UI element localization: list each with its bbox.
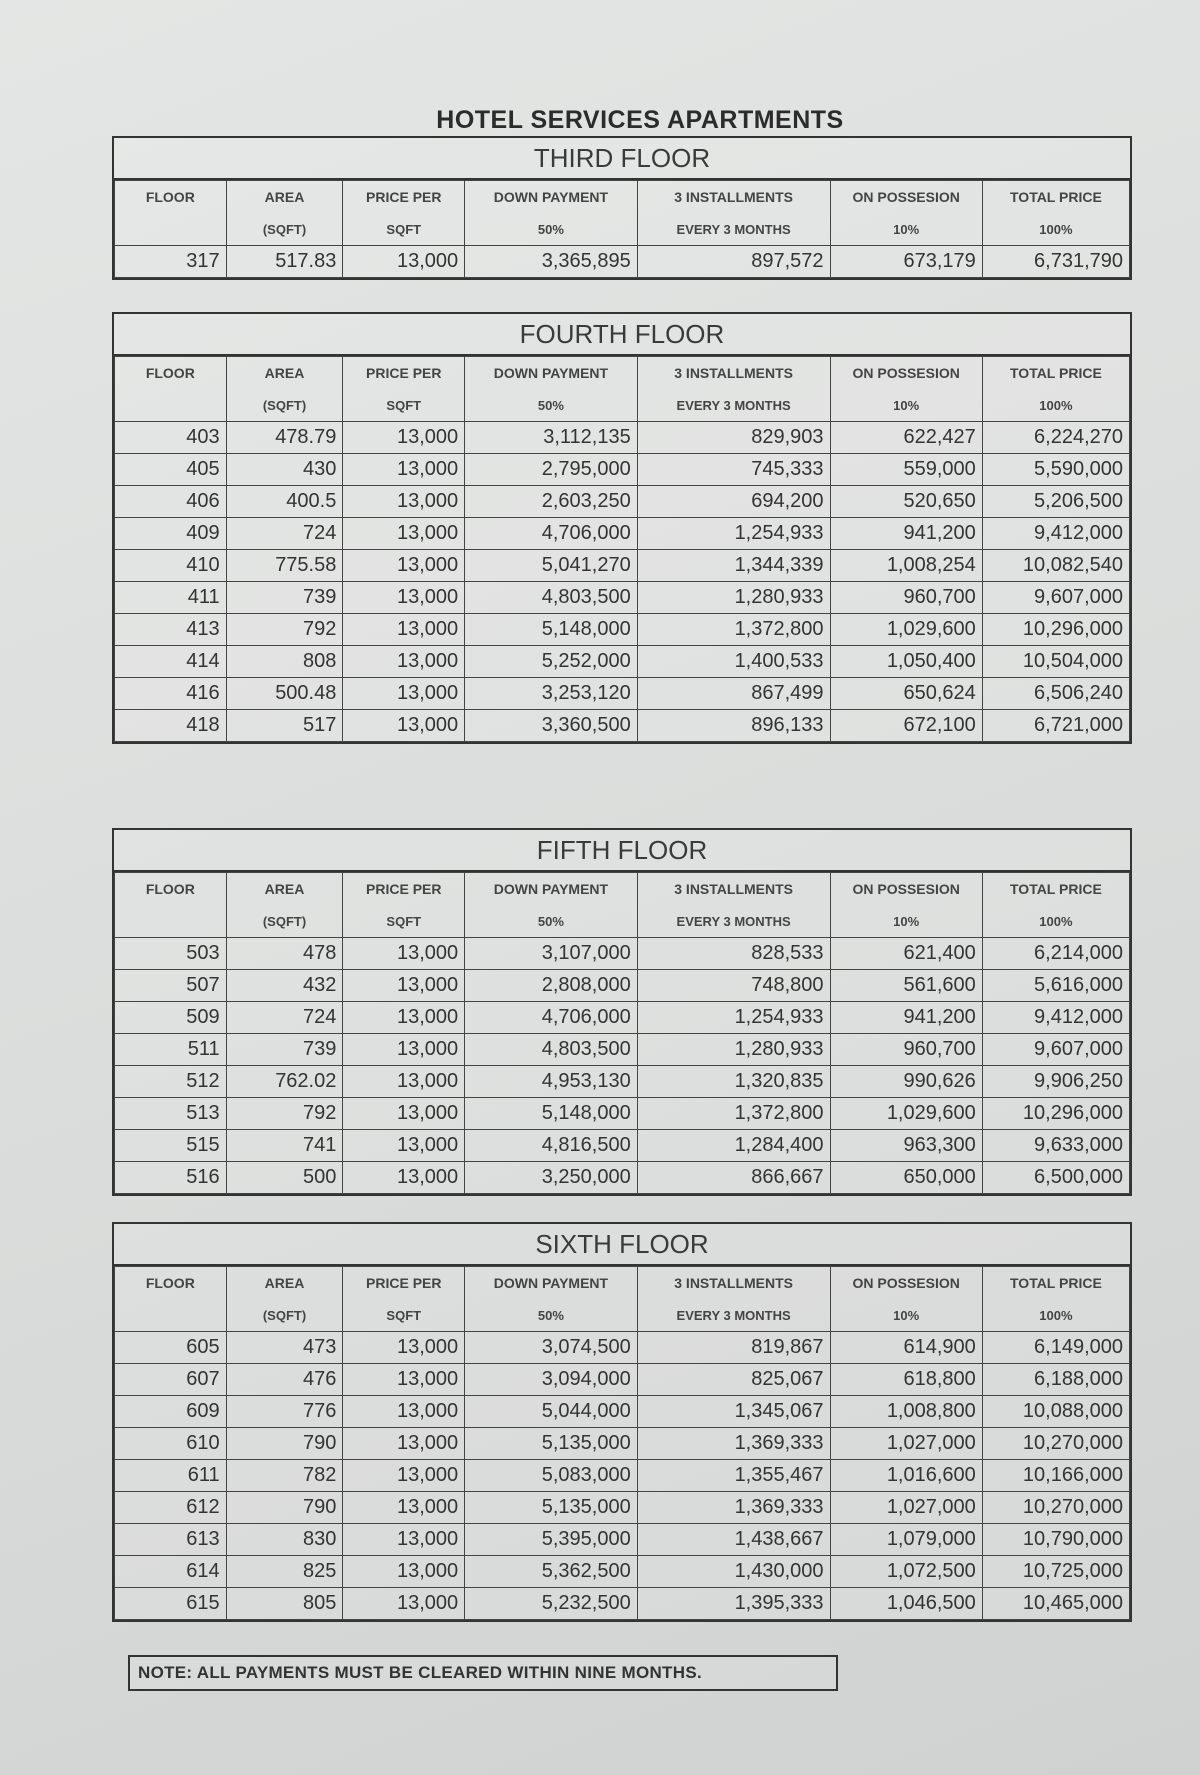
cell-installments: 1,438,667 [637,1524,830,1556]
subheader-price-per-sqft: SQFT [343,1299,465,1332]
cell-area: 808 [226,646,343,678]
cell-area: 517 [226,710,343,742]
cell-floor: 511 [115,1034,227,1066]
header-installments: 3 INSTALLMENTS [637,1267,830,1300]
cell-floor: 605 [115,1332,227,1364]
cell-floor: 613 [115,1524,227,1556]
cell-price-per-sqft: 13,000 [343,970,465,1002]
cell-installments: 866,667 [637,1162,830,1194]
cell-installments: 1,280,933 [637,1034,830,1066]
cell-floor: 516 [115,1162,227,1194]
cell-installments: 1,369,333 [637,1492,830,1524]
table-row [115,1066,1130,1098]
table-row [115,646,1130,678]
cell-installments: 1,284,400 [637,1130,830,1162]
cell-on-possesion: 1,050,400 [830,646,982,678]
cell-down-payment: 5,148,000 [465,614,638,646]
header-on-possesion: ON POSSESION [830,1267,982,1300]
cell-down-payment: 3,107,000 [465,938,638,970]
cell-on-possesion: 672,100 [830,710,982,742]
cell-price-per-sqft: 13,000 [343,582,465,614]
cell-price-per-sqft: 13,000 [343,246,465,278]
cell-floor: 413 [115,614,227,646]
cell-floor: 615 [115,1588,227,1620]
cell-price-per-sqft: 13,000 [343,1162,465,1194]
cell-total-price: 9,412,000 [982,1002,1129,1034]
cell-floor: 614 [115,1556,227,1588]
cell-area: 432 [226,970,343,1002]
header-area: AREA [226,357,343,390]
table-row [115,938,1130,970]
cell-price-per-sqft: 13,000 [343,454,465,486]
cell-price-per-sqft: 13,000 [343,938,465,970]
subheader-area: (SQFT) [226,213,343,246]
table-row [115,422,1130,454]
price-table [114,872,1130,1194]
cell-price-per-sqft: 13,000 [343,1332,465,1364]
cell-down-payment: 2,808,000 [465,970,638,1002]
cell-on-possesion: 1,079,000 [830,1524,982,1556]
cell-total-price: 5,206,500 [982,486,1129,518]
table-row [115,710,1130,742]
table-row [115,1428,1130,1460]
cell-price-per-sqft: 13,000 [343,1396,465,1428]
cell-floor: 317 [115,246,227,278]
document-title: HOTEL SERVICES APARTMENTS [436,106,844,134]
header-installments: 3 INSTALLMENTS [637,873,830,906]
cell-on-possesion: 1,008,254 [830,550,982,582]
header-on-possesion: ON POSSESION [830,357,982,390]
cell-area: 825 [226,1556,343,1588]
cell-total-price: 10,465,000 [982,1588,1129,1620]
cell-total-price: 6,506,240 [982,678,1129,710]
price-table [114,1266,1130,1620]
cell-floor: 509 [115,1002,227,1034]
cell-area: 478.79 [226,422,343,454]
cell-on-possesion: 941,200 [830,518,982,550]
table-row [115,1162,1130,1194]
cell-area: 792 [226,614,343,646]
cell-installments: 1,320,835 [637,1066,830,1098]
cell-floor: 410 [115,550,227,582]
cell-down-payment: 5,232,500 [465,1588,638,1620]
header-floor: FLOOR [115,1267,227,1300]
cell-area: 500 [226,1162,343,1194]
cell-floor: 416 [115,678,227,710]
table-row [115,1098,1130,1130]
subheader-blank [115,389,227,422]
table-row [115,1524,1130,1556]
header-installments: 3 INSTALLMENTS [637,357,830,390]
cell-on-possesion: 1,008,800 [830,1396,982,1428]
table-row [115,1588,1130,1620]
cell-down-payment: 3,112,135 [465,422,638,454]
cell-on-possesion: 673,179 [830,246,982,278]
subheader-on-possesion: 10% [830,389,982,422]
cell-price-per-sqft: 13,000 [343,486,465,518]
table-row [115,970,1130,1002]
table-row [115,678,1130,710]
cell-total-price: 10,088,000 [982,1396,1129,1428]
cell-installments: 1,372,800 [637,1098,830,1130]
header-on-possesion: ON POSSESION [830,181,982,214]
cell-on-possesion: 1,029,600 [830,614,982,646]
cell-down-payment: 4,803,500 [465,582,638,614]
cell-down-payment: 5,044,000 [465,1396,638,1428]
table-row [115,1556,1130,1588]
cell-floor: 513 [115,1098,227,1130]
cell-total-price: 10,725,000 [982,1556,1129,1588]
subheader-blank [115,1299,227,1332]
table-row [115,550,1130,582]
cell-price-per-sqft: 13,000 [343,1066,465,1098]
cell-on-possesion: 622,427 [830,422,982,454]
cell-on-possesion: 1,027,000 [830,1492,982,1524]
cell-installments: 1,345,067 [637,1396,830,1428]
cell-installments: 748,800 [637,970,830,1002]
cell-price-per-sqft: 13,000 [343,1524,465,1556]
cell-total-price: 9,906,250 [982,1066,1129,1098]
table-row [115,518,1130,550]
subheader-area: (SQFT) [226,905,343,938]
subheader-on-possesion: 10% [830,1299,982,1332]
cell-total-price: 6,731,790 [982,246,1129,278]
subheader-down-payment: 50% [465,1299,638,1332]
cell-total-price: 5,616,000 [982,970,1129,1002]
floor-title: FOURTH FLOOR [114,314,1130,356]
cell-area: 517.83 [226,246,343,278]
cell-floor: 403 [115,422,227,454]
cell-installments: 819,867 [637,1332,830,1364]
cell-on-possesion: 1,027,000 [830,1428,982,1460]
cell-on-possesion: 990,626 [830,1066,982,1098]
cell-down-payment: 5,252,000 [465,646,638,678]
cell-area: 473 [226,1332,343,1364]
cell-down-payment: 3,365,895 [465,246,638,278]
price-table [114,180,1130,278]
table-row [115,1396,1130,1428]
cell-area: 790 [226,1428,343,1460]
cell-area: 500.48 [226,678,343,710]
table-row [115,1002,1130,1034]
table-row [115,582,1130,614]
sixth-floor-table [112,1222,1132,1622]
cell-installments: 1,355,467 [637,1460,830,1492]
cell-floor: 503 [115,938,227,970]
cell-installments: 1,369,333 [637,1428,830,1460]
cell-total-price: 10,296,000 [982,1098,1129,1130]
cell-floor: 515 [115,1130,227,1162]
header-down-payment: DOWN PAYMENT [465,873,638,906]
table-row [115,1460,1130,1492]
cell-installments: 1,430,000 [637,1556,830,1588]
cell-floor: 512 [115,1066,227,1098]
cell-on-possesion: 621,400 [830,938,982,970]
cell-total-price: 10,166,000 [982,1460,1129,1492]
cell-floor: 411 [115,582,227,614]
cell-floor: 414 [115,646,227,678]
header-total-price: TOTAL PRICE [982,873,1129,906]
cell-total-price: 10,270,000 [982,1428,1129,1460]
cell-price-per-sqft: 13,000 [343,646,465,678]
table-row [115,454,1130,486]
subheader-area: (SQFT) [226,389,343,422]
cell-total-price: 10,296,000 [982,614,1129,646]
header-on-possesion: ON POSSESION [830,873,982,906]
cell-on-possesion: 1,029,600 [830,1098,982,1130]
subheader-on-possesion: 10% [830,905,982,938]
subheader-down-payment: 50% [465,905,638,938]
floor-title: THIRD FLOOR [114,138,1130,180]
cell-on-possesion: 520,650 [830,486,982,518]
cell-down-payment: 4,706,000 [465,1002,638,1034]
header-area: AREA [226,873,343,906]
table-row [115,486,1130,518]
cell-floor: 409 [115,518,227,550]
cell-on-possesion: 960,700 [830,1034,982,1066]
cell-floor: 405 [115,454,227,486]
cell-down-payment: 5,083,000 [465,1460,638,1492]
cell-total-price: 9,633,000 [982,1130,1129,1162]
fourth-floor-table [112,312,1132,744]
subheader-total-price: 100% [982,905,1129,938]
cell-price-per-sqft: 13,000 [343,1098,465,1130]
cell-floor: 507 [115,970,227,1002]
cell-on-possesion: 614,900 [830,1332,982,1364]
cell-installments: 1,344,339 [637,550,830,582]
cell-installments: 1,395,333 [637,1588,830,1620]
cell-area: 790 [226,1492,343,1524]
cell-down-payment: 2,795,000 [465,454,638,486]
subheader-blank [115,213,227,246]
header-floor: FLOOR [115,181,227,214]
cell-area: 776 [226,1396,343,1428]
cell-on-possesion: 960,700 [830,582,982,614]
header-area: AREA [226,181,343,214]
cell-area: 775.58 [226,550,343,582]
floor-title: SIXTH FLOOR [114,1224,1130,1266]
header-total-price: TOTAL PRICE [982,181,1129,214]
cell-total-price: 6,188,000 [982,1364,1129,1396]
header-installments: 3 INSTALLMENTS [637,181,830,214]
cell-installments: 1,254,933 [637,1002,830,1034]
table-row [115,1130,1130,1162]
cell-total-price: 6,500,000 [982,1162,1129,1194]
subheader-total-price: 100% [982,213,1129,246]
cell-floor: 418 [115,710,227,742]
cell-down-payment: 5,135,000 [465,1428,638,1460]
table-row [115,1492,1130,1524]
cell-price-per-sqft: 13,000 [343,1460,465,1492]
subheader-installments: EVERY 3 MONTHS [637,1299,830,1332]
cell-area: 762.02 [226,1066,343,1098]
cell-down-payment: 5,135,000 [465,1492,638,1524]
cell-on-possesion: 963,300 [830,1130,982,1162]
cell-area: 792 [226,1098,343,1130]
cell-on-possesion: 650,000 [830,1162,982,1194]
cell-floor: 610 [115,1428,227,1460]
cell-down-payment: 4,706,000 [465,518,638,550]
subheader-installments: EVERY 3 MONTHS [637,213,830,246]
cell-down-payment: 3,094,000 [465,1364,638,1396]
subheader-installments: EVERY 3 MONTHS [637,905,830,938]
cell-on-possesion: 650,624 [830,678,982,710]
cell-down-payment: 5,395,000 [465,1524,638,1556]
cell-area: 830 [226,1524,343,1556]
cell-on-possesion: 561,600 [830,970,982,1002]
cell-total-price: 9,607,000 [982,1034,1129,1066]
cell-price-per-sqft: 13,000 [343,1588,465,1620]
cell-down-payment: 5,041,270 [465,550,638,582]
cell-total-price: 9,607,000 [982,582,1129,614]
cell-down-payment: 4,803,500 [465,1034,638,1066]
cell-down-payment: 4,816,500 [465,1130,638,1162]
cell-on-possesion: 559,000 [830,454,982,486]
cell-installments: 828,533 [637,938,830,970]
header-price-per-sqft: PRICE PER [343,873,465,906]
cell-on-possesion: 941,200 [830,1002,982,1034]
cell-price-per-sqft: 13,000 [343,1428,465,1460]
cell-area: 739 [226,1034,343,1066]
cell-down-payment: 5,148,000 [465,1098,638,1130]
cell-down-payment: 2,603,250 [465,486,638,518]
cell-installments: 867,499 [637,678,830,710]
cell-area: 400.5 [226,486,343,518]
cell-area: 805 [226,1588,343,1620]
cell-total-price: 6,721,000 [982,710,1129,742]
cell-installments: 694,200 [637,486,830,518]
cell-price-per-sqft: 13,000 [343,550,465,582]
cell-area: 476 [226,1364,343,1396]
cell-area: 430 [226,454,343,486]
cell-on-possesion: 618,800 [830,1364,982,1396]
header-area: AREA [226,1267,343,1300]
cell-floor: 406 [115,486,227,518]
header-price-per-sqft: PRICE PER [343,1267,465,1300]
cell-installments: 1,254,933 [637,518,830,550]
cell-total-price: 10,270,000 [982,1492,1129,1524]
cell-price-per-sqft: 13,000 [343,1130,465,1162]
header-down-payment: DOWN PAYMENT [465,357,638,390]
cell-floor: 612 [115,1492,227,1524]
cell-area: 739 [226,582,343,614]
cell-price-per-sqft: 13,000 [343,1364,465,1396]
cell-area: 782 [226,1460,343,1492]
subheader-price-per-sqft: SQFT [343,213,465,246]
header-price-per-sqft: PRICE PER [343,357,465,390]
cell-price-per-sqft: 13,000 [343,614,465,646]
header-floor: FLOOR [115,873,227,906]
table-row [115,246,1130,278]
header-price-per-sqft: PRICE PER [343,181,465,214]
cell-floor: 611 [115,1460,227,1492]
table-row [115,614,1130,646]
cell-total-price: 6,224,270 [982,422,1129,454]
subheader-on-possesion: 10% [830,213,982,246]
cell-down-payment: 3,360,500 [465,710,638,742]
cell-on-possesion: 1,046,500 [830,1588,982,1620]
cell-area: 724 [226,518,343,550]
fifth-floor-table [112,828,1132,1196]
cell-installments: 1,400,533 [637,646,830,678]
cell-price-per-sqft: 13,000 [343,1556,465,1588]
cell-down-payment: 4,953,130 [465,1066,638,1098]
cell-total-price: 10,790,000 [982,1524,1129,1556]
cell-installments: 745,333 [637,454,830,486]
cell-down-payment: 3,253,120 [465,678,638,710]
cell-installments: 1,372,800 [637,614,830,646]
cell-total-price: 6,149,000 [982,1332,1129,1364]
header-total-price: TOTAL PRICE [982,357,1129,390]
cell-area: 741 [226,1130,343,1162]
cell-total-price: 6,214,000 [982,938,1129,970]
cell-on-possesion: 1,016,600 [830,1460,982,1492]
cell-floor: 609 [115,1396,227,1428]
cell-total-price: 10,082,540 [982,550,1129,582]
header-down-payment: DOWN PAYMENT [465,181,638,214]
subheader-installments: EVERY 3 MONTHS [637,389,830,422]
subheader-blank [115,905,227,938]
cell-price-per-sqft: 13,000 [343,710,465,742]
cell-down-payment: 3,250,000 [465,1162,638,1194]
cell-total-price: 5,590,000 [982,454,1129,486]
header-total-price: TOTAL PRICE [982,1267,1129,1300]
subheader-area: (SQFT) [226,1299,343,1332]
third-floor-table [112,136,1132,280]
cell-down-payment: 3,074,500 [465,1332,638,1364]
header-down-payment: DOWN PAYMENT [465,1267,638,1300]
cell-price-per-sqft: 13,000 [343,1002,465,1034]
floor-title: FIFTH FLOOR [114,830,1130,872]
cell-installments: 829,903 [637,422,830,454]
cell-price-per-sqft: 13,000 [343,518,465,550]
table-row [115,1332,1130,1364]
subheader-price-per-sqft: SQFT [343,389,465,422]
subheader-down-payment: 50% [465,213,638,246]
payment-note: NOTE: ALL PAYMENTS MUST BE CLEARED WITHIN NINE MONTHS. [128,1655,838,1691]
subheader-total-price: 100% [982,389,1129,422]
cell-area: 724 [226,1002,343,1034]
cell-installments: 825,067 [637,1364,830,1396]
header-floor: FLOOR [115,357,227,390]
cell-on-possesion: 1,072,500 [830,1556,982,1588]
price-table [114,356,1130,742]
cell-installments: 896,133 [637,710,830,742]
cell-total-price: 10,504,000 [982,646,1129,678]
cell-down-payment: 5,362,500 [465,1556,638,1588]
cell-total-price: 9,412,000 [982,518,1129,550]
subheader-down-payment: 50% [465,389,638,422]
cell-price-per-sqft: 13,000 [343,1492,465,1524]
cell-installments: 897,572 [637,246,830,278]
cell-installments: 1,280,933 [637,582,830,614]
cell-price-per-sqft: 13,000 [343,678,465,710]
cell-price-per-sqft: 13,000 [343,1034,465,1066]
table-row [115,1364,1130,1396]
cell-area: 478 [226,938,343,970]
cell-price-per-sqft: 13,000 [343,422,465,454]
table-row [115,1034,1130,1066]
subheader-total-price: 100% [982,1299,1129,1332]
subheader-price-per-sqft: SQFT [343,905,465,938]
cell-floor: 607 [115,1364,227,1396]
